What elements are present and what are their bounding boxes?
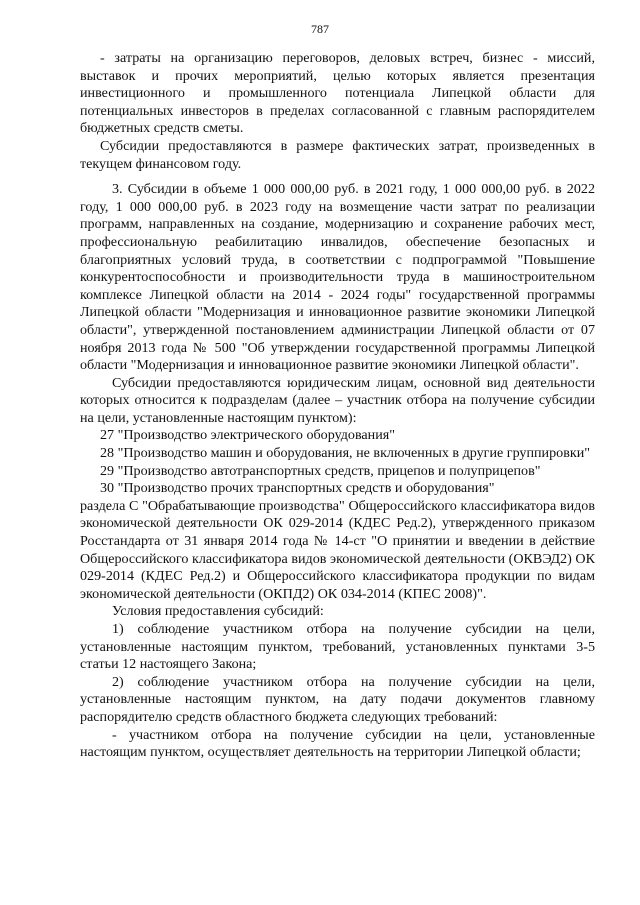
paragraph-requirement: - участником отбора на получение субсидии на цели, установленные настоящим пунктом, осуществляет деятельность на территории Липецкой области;: [80, 726, 595, 761]
paragraph-section-c: раздела С "Обрабатывающие производства" Общероссийского классификатора видов экономической деятельности ОК 029-2014 (КДЕС Ред.2), утвержденного приказом Росстандарта от 31 января 2014 года № 14-ст "О принятии и введении в действие Общероссийского классификатора видов экономической деятельности (ОКВЭД2) ОК 029-2014 (КДЕС Ред.2) и Общероссийского классификатора продукции по видам экономической деятельности (ОКПД2) ОК 034-2014 (КПЕС 2008)".: [80, 497, 595, 602]
paragraph-recipients: Субсидии предоставляются юридическим лицам, основной вид деятельности которых относится к подразделам (далее – участник отбора на получение субсидии на цели, установленные настоящим пунктом):: [80, 374, 595, 426]
list-item-30: 30 "Производство прочих транспортных средств и оборудования": [100, 480, 495, 497]
paragraph-conditions-heading: Условия предоставления субсидий:: [112, 603, 324, 620]
paragraph-condition-2: 2) соблюдение участником отбора на получение субсидии на цели, установленные настоящим пунктом, на дату подачи документов главному распорядителю средств областного бюджета следующих требований:: [80, 673, 595, 725]
paragraph-subsidy-amount: Субсидии предоставляются в размере фактических затрат, произведенных в текущем финансовом году.: [80, 137, 595, 172]
list-item-27: 27 "Производство электрического оборудования": [100, 427, 396, 444]
document-body: [80, 50, 595, 762]
paragraph-condition-1: 1) соблюдение участником отбора на получение субсидии на цели, установленные настоящим пунктом, требований, установленных пунктами 3-5 статьи 12 настоящего Закона;: [80, 621, 595, 673]
paragraph-costs-negotiations: - затраты на организацию переговоров, деловых встреч, бизнес - миссий, выставок и прочих мероприятий, целью которых является презентация инвестиционного и промышленного потенциала Липецкой области для потенциальных инвесторов в пределах согласованной с главным распорядителем бюджетных средств сметы.: [80, 50, 595, 137]
page-number: 787: [311, 22, 329, 36]
paragraph-item-3: 3. Субсидии в объеме 1 000 000,00 руб. в 2021 году, 1 000 000,00 руб. в 2022 году, 1 000 000,00 руб. в 2023 году на возмещение части затрат по реализации программ, направленных на создание, модернизацию и сохранение рабочих мест, профессиональную реабилитацию инвалидов, обеспечение безопасных и благоприятных условий труда, в соответствии с подпрограммой "Повышение конкурентоспособности и производительности труда в машиностроительном комплексе Липецкой области на 2014 - 2024 годы" государственной программы Липецкой области "Модернизация и инновационное развитие экономики Липецкой области", утвержденной постановлением администрации Липецкой области от 07 ноября 2013 года № 500 "Об утверждении государственной программы Липецкой области "Модернизация и инновационное развитие экономики Липецкой области".: [80, 181, 595, 374]
list-item-29: 29 "Производство автотранспортных средств, прицепов и полуприцепов": [100, 462, 541, 479]
list-item-28: 28 "Производство машин и оборудования, не включенных в другие группировки": [100, 445, 590, 462]
